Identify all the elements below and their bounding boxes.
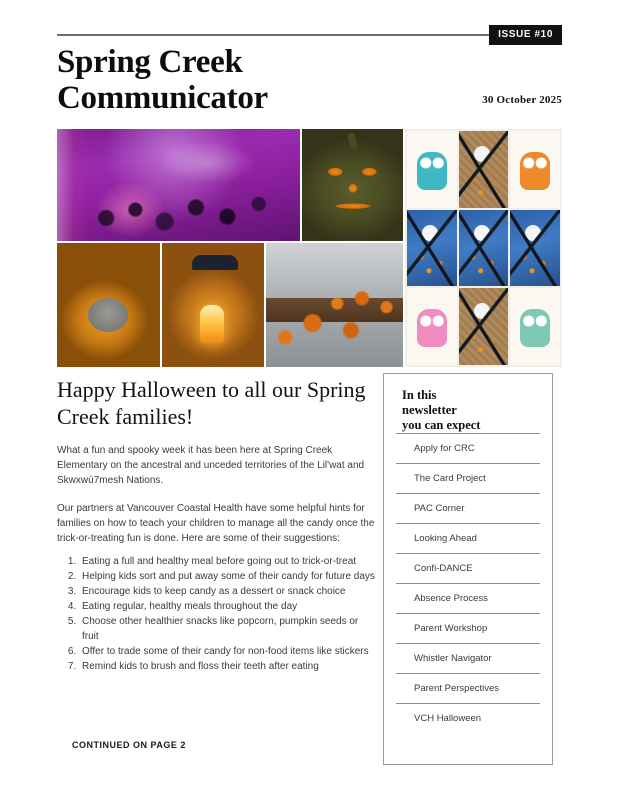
sidebar-title-line-1: In this (402, 388, 437, 402)
masthead-rule-row (57, 24, 562, 46)
collage-row-bottom (57, 243, 403, 367)
photo-pumpkin-dome-carving (57, 243, 160, 367)
article-paragraph-1: What a fun and spooky week it has been here at Spring Creek Elementary on the ancestral and unceded territories of the Lil'wat and Skwxwú7mesh Nations. (57, 445, 365, 486)
sidebar-item-whistler-navigator[interactable]: Whistler Navigator (396, 643, 540, 673)
photo-carved-green-pumpkin (302, 129, 403, 241)
photo-lit-pumpkin-with-cap (162, 243, 265, 367)
sidebar-item-the-card-project[interactable]: The Card Project (396, 463, 540, 493)
student-artwork-board (405, 129, 562, 367)
issue-badge: ISSUE #10 (489, 25, 562, 45)
page-title (57, 44, 457, 116)
sidebar-item-apply-for-crc[interactable]: Apply for CRC (396, 433, 540, 463)
artwork-moonlit-tree-painting (459, 131, 509, 208)
artwork-moonlit-tree-painting (510, 210, 560, 287)
photo-collage (57, 129, 562, 367)
artwork-grid (407, 131, 560, 365)
article-headline: Happy Halloween to all our Spring Creek families! (57, 377, 366, 429)
in-this-newsletter-panel (383, 373, 553, 765)
list-item: 4. Eating regular, healthy meals throughout the day (79, 599, 377, 614)
photo-pumpkin-display-tables (266, 243, 403, 367)
main-article (57, 376, 377, 674)
list-item: 5. Choose other healthier snacks like popcorn, pumpkin seeds or fruit (79, 614, 377, 644)
continued-notice: CONTINUED ON PAGE 2 (72, 740, 186, 750)
photo-halloween-dance-gym (57, 129, 300, 241)
list-item: 6. Offer to trade some of their candy for non-food items like stickers (79, 644, 377, 659)
artwork-monster-drawing-teal (407, 131, 457, 208)
sidebar-item-parent-workshop[interactable]: Parent Workshop (396, 613, 540, 643)
collage-left-group (57, 129, 403, 367)
article-paragraph-2: Our partners at Vancouver Coastal Health have some helpful hints for families on how to teach your children to manage all the candy once the trick-or-treating fun is done. Here are some of their suggestions: (57, 503, 375, 544)
sidebar-item-vch-halloween[interactable]: VCH Halloween (396, 703, 540, 733)
artwork-moonlit-tree-painting (407, 210, 457, 287)
horizontal-rule (57, 34, 489, 36)
artwork-monster-drawing-pink (407, 288, 457, 365)
sidebar-title (384, 388, 552, 433)
artwork-monster-drawing-orange (510, 131, 560, 208)
sidebar-item-pac-corner[interactable]: PAC Corner (396, 493, 540, 523)
sidebar-item-parent-perspectives[interactable]: Parent Perspectives (396, 673, 540, 703)
sidebar-item-absence-process[interactable]: Absence Process (396, 583, 540, 613)
sidebar-title-line-3: you can expect (402, 418, 481, 432)
title-line-2: Communicator (57, 80, 268, 116)
list-item: 3. Encourage kids to keep candy as a dessert or snack choice (79, 584, 377, 599)
sidebar-contents-list (396, 433, 540, 733)
candy-tips-list (57, 554, 377, 674)
issue-date: 30 October 2025 (482, 94, 562, 106)
list-item: 7. Remind kids to brush and floss their teeth after eating (79, 659, 377, 674)
masthead (0, 0, 618, 125)
sidebar-item-looking-ahead[interactable]: Looking Ahead (396, 523, 540, 553)
list-item: 1. Eating a full and healthy meal before going out to trick-or-treat (79, 554, 377, 569)
artwork-moonlit-tree-painting (459, 288, 509, 365)
list-item: 2. Helping kids sort and put away some of their candy for future days (79, 569, 377, 584)
artwork-moonlit-tree-painting (459, 210, 509, 287)
sidebar-item-confi-dance[interactable]: Confi-DANCE (396, 553, 540, 583)
artwork-monster-drawing-green (510, 288, 560, 365)
title-line-1: Spring Creek (57, 44, 243, 80)
collage-row-top (57, 129, 403, 241)
sidebar-title-line-2: newsletter (402, 403, 457, 417)
